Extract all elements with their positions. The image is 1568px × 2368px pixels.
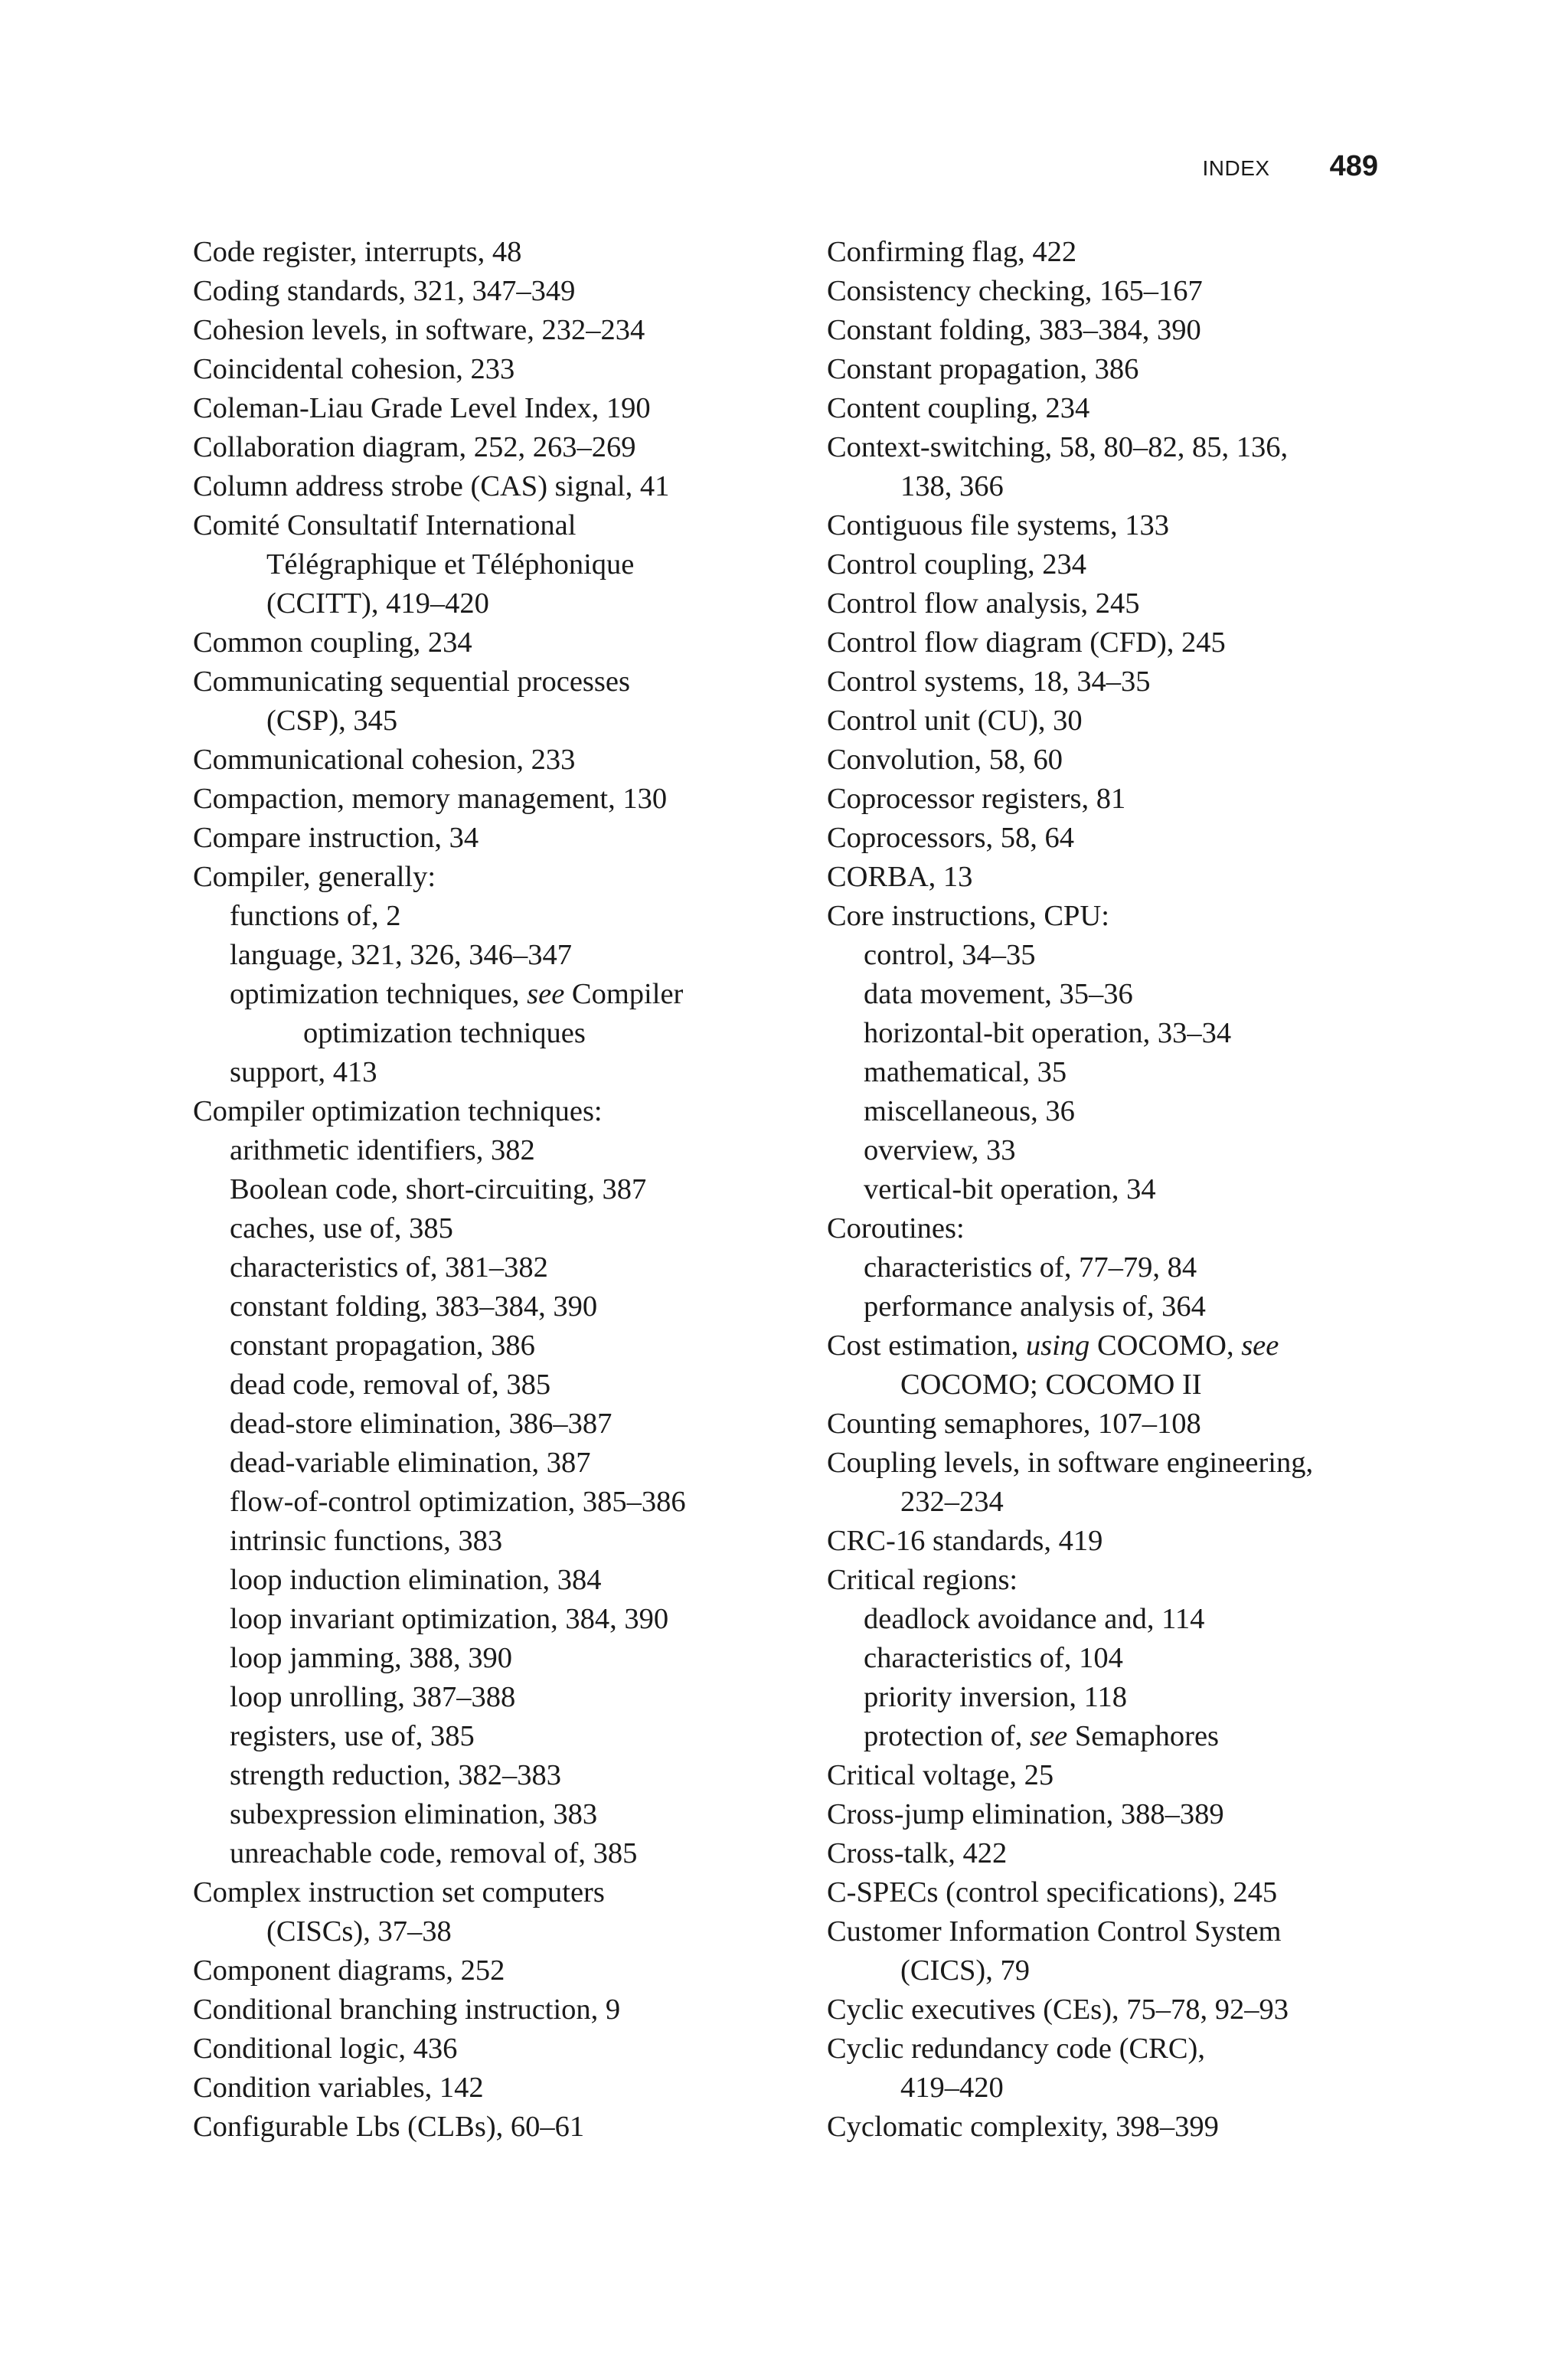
index-subentry: caches, use of, 385	[230, 1212, 453, 1245]
index-entry: Complex instruction set computers	[193, 1876, 605, 1908]
index-entry-continuation: 232–234	[900, 1486, 1004, 1518]
index-entry: C-SPECs (control specifications), 245	[827, 1876, 1278, 1908]
index-entry: Common coupling, 234	[193, 626, 472, 659]
index-entry: Cohesion levels, in software, 232–234	[193, 314, 645, 346]
index-subentry: flow-of-control optimization, 385–386	[230, 1486, 686, 1518]
index-subentry: Boolean code, short-circuiting, 387	[230, 1173, 647, 1205]
index-entry: Consistency checking, 165–167	[827, 275, 1203, 307]
index-entry-continuation: (CISCs), 37–38	[266, 1915, 452, 1948]
index-subentry: performance analysis of, 364	[864, 1290, 1206, 1323]
index-subentry	[193, 975, 805, 1014]
index-subentry: data movement, 35–36	[864, 978, 1133, 1010]
index-subentry: vertical-bit operation, 34	[864, 1173, 1156, 1205]
index-entry: Cyclic executives (CEs), 75–78, 92–93	[827, 1994, 1289, 2026]
page-number: 489	[1329, 150, 1378, 182]
index-entry: Control coupling, 234	[827, 548, 1086, 581]
index-subentry: mathematical, 35	[864, 1056, 1067, 1088]
index-subentry: characteristics of, 104	[864, 1642, 1123, 1674]
index-entry: Conditional branching instruction, 9	[193, 1994, 621, 2026]
index-subentry: miscellaneous, 36	[864, 1095, 1075, 1127]
index-entry: Coincidental cohesion, 233	[193, 353, 515, 385]
index-entry: Compaction, memory management, 130	[193, 783, 668, 815]
index-entry: Customer Information Control System	[827, 1915, 1282, 1948]
entry-text: Compiler	[564, 978, 684, 1010]
index-entry: Coprocessor registers, 81	[827, 783, 1126, 815]
index-entry: Column address strobe (CAS) signal, 41	[193, 470, 670, 502]
index-subentry: dead code, removal of, 385	[230, 1369, 551, 1401]
index-entry: Convolution, 58, 60	[827, 744, 1063, 776]
index-entry-continuation: Télégraphique et Téléphonique	[266, 548, 635, 581]
index-subentry: subexpression elimination, 383	[230, 1798, 598, 1830]
index-entry-continuation: COCOMO; COCOMO II	[900, 1369, 1202, 1401]
index-entry-continuation: (CCITT), 419–420	[266, 587, 489, 620]
index-entry-continuation: 138, 366	[900, 470, 1004, 502]
index-subentry: loop induction elimination, 384	[230, 1564, 602, 1596]
section-title: INDEX	[1202, 156, 1270, 180]
index-subentry: characteristics of, 381–382	[230, 1251, 548, 1284]
index-column-right	[827, 233, 1409, 2147]
index-subentry: deadlock avoidance and, 114	[864, 1603, 1205, 1635]
index-entry: Compiler, generally:	[193, 861, 436, 893]
index-entry: Contiguous file systems, 133	[827, 509, 1170, 541]
entry-text: protection of,	[864, 1720, 1031, 1752]
index-entry: Coding standards, 321, 347–349	[193, 275, 576, 307]
index-entry: Constant folding, 383–384, 390	[827, 314, 1201, 346]
index-subentry: loop jamming, 388, 390	[230, 1642, 512, 1674]
entry-text: optimization techniques,	[230, 978, 528, 1010]
index-entry: Compare instruction, 34	[193, 822, 479, 854]
index-subentry: functions of, 2	[230, 900, 401, 932]
index-subentry: characteristics of, 77–79, 84	[864, 1251, 1197, 1284]
index-entry: Context-switching, 58, 80–82, 85, 136,	[827, 431, 1289, 463]
index-entry: Constant propagation, 386	[827, 353, 1139, 385]
index-subentry: unreachable code, removal of, 385	[230, 1837, 638, 1869]
index-entry: Comité Consultatif International	[193, 509, 577, 541]
index-entry: Coleman-Liau Grade Level Index, 190	[193, 392, 651, 424]
index-subentry: control, 34–35	[864, 939, 1036, 971]
index-subentry: loop invariant optimization, 384, 390	[230, 1603, 669, 1635]
index-subentry: support, 413	[230, 1056, 377, 1088]
index-entry: CRC-16 standards, 419	[827, 1525, 1103, 1557]
index-entry: Communicational cohesion, 233	[193, 744, 576, 776]
index-entry: Control flow diagram (CFD), 245	[827, 626, 1226, 659]
index-subentry: constant folding, 383–384, 390	[230, 1290, 598, 1323]
index-subentry: loop unrolling, 387–388	[230, 1681, 516, 1713]
index-entry: Coupling levels, in software engineering,	[827, 1447, 1314, 1479]
index-subentry: priority inversion, 118	[864, 1681, 1127, 1713]
index-entry: Control unit (CU), 30	[827, 705, 1083, 737]
index-subentry: registers, use of, 385	[230, 1720, 475, 1752]
index-entry: Component diagrams, 252	[193, 1954, 505, 1987]
index-entry: Condition variables, 142	[193, 2072, 484, 2104]
index-entry: Control systems, 18, 34–35	[827, 666, 1151, 698]
entry-text: Cost estimation,	[827, 1330, 1026, 1362]
index-subentry: dead-store elimination, 386–387	[230, 1408, 612, 1440]
using-qualifier: using	[1025, 1330, 1090, 1362]
index-entry: Collaboration diagram, 252, 263–269	[193, 431, 636, 463]
index-entry: Code register, interrupts, 48	[193, 236, 522, 268]
index-subentry-continuation: optimization techniques	[303, 1017, 586, 1049]
index-subentry: dead-variable elimination, 387	[230, 1447, 591, 1479]
index-entry: Confirming flag, 422	[827, 236, 1077, 268]
index-entry-continuation: (CSP), 345	[266, 705, 398, 737]
index-entry: Content coupling, 234	[827, 392, 1090, 424]
see-reference: see	[1241, 1330, 1279, 1362]
index-subentry: strength reduction, 382–383	[230, 1759, 562, 1791]
index-entry-continuation: 419–420	[900, 2072, 1004, 2104]
index-entry: Core instructions, CPU:	[827, 900, 1109, 932]
index-entry: Conditional logic, 436	[193, 2033, 458, 2065]
index-subentry: intrinsic functions, 383	[230, 1525, 503, 1557]
entry-text: COCOMO,	[1089, 1330, 1242, 1362]
entry-text: Semaphores	[1067, 1720, 1220, 1752]
index-entry: Critical voltage, 25	[827, 1759, 1054, 1791]
see-reference: see	[527, 978, 565, 1010]
index-column-left	[193, 233, 805, 2147]
index-entry: Coroutines:	[827, 1212, 965, 1245]
index-entry: Communicating sequential processes	[193, 666, 630, 698]
index-entry: Cross-talk, 422	[827, 1837, 1008, 1869]
index-entry: Counting semaphores, 107–108	[827, 1408, 1201, 1440]
index-entry: Critical regions:	[827, 1564, 1018, 1596]
index-entry: Cyclomatic complexity, 398–399	[827, 2111, 1219, 2143]
index-entry: Cross-jump elimination, 388–389	[827, 1798, 1224, 1830]
see-reference: see	[1030, 1720, 1068, 1752]
index-entry: Cyclic redundancy code (CRC),	[827, 2033, 1205, 2065]
index-entry: Configurable Lbs (CLBs), 60–61	[193, 2111, 585, 2143]
index-entry	[827, 1326, 1409, 1366]
index-entry: Coprocessors, 58, 64	[827, 822, 1074, 854]
running-header	[1203, 150, 1378, 183]
index-subentry: overview, 33	[864, 1134, 1016, 1166]
index-entry: Compiler optimization techniques:	[193, 1095, 603, 1127]
index-subentry: arithmetic identifiers, 382	[230, 1134, 535, 1166]
index-subentry: language, 321, 326, 346–347	[230, 939, 572, 971]
index-entry-continuation: (CICS), 79	[900, 1954, 1030, 1987]
index-subentry: constant propagation, 386	[230, 1330, 535, 1362]
index-subentry: horizontal-bit operation, 33–34	[864, 1017, 1232, 1049]
index-entry: Control flow analysis, 245	[827, 587, 1140, 620]
index-subentry	[827, 1717, 1409, 1756]
index-entry: CORBA, 13	[827, 861, 973, 893]
